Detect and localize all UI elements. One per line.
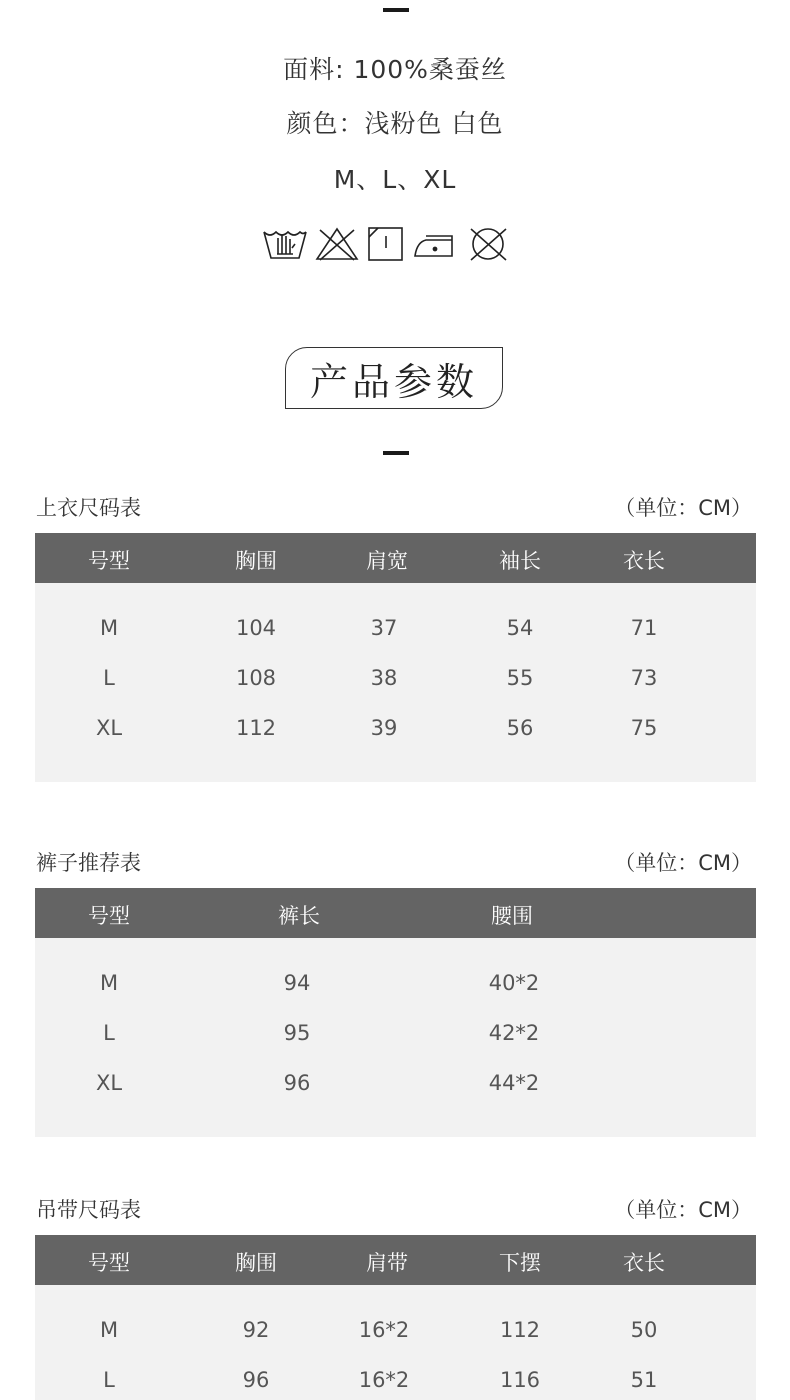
care-icons <box>262 226 512 262</box>
table-cell: 95 <box>283 1021 311 1045</box>
header-cell: 号型 <box>88 1251 130 1275</box>
table-cell: 73 <box>630 666 658 690</box>
tops-table-title: 上衣尺码表 <box>36 496 141 520</box>
pants-size-table <box>35 888 756 1137</box>
table-cell: 92 <box>242 1318 270 1342</box>
table-cell: 75 <box>630 716 658 740</box>
section-title: 产品参数 <box>285 347 503 409</box>
table-cell: 44*2 <box>488 1071 540 1095</box>
table-cell: 116 <box>499 1368 541 1392</box>
table-cell: 51 <box>630 1368 658 1392</box>
header-cell: 号型 <box>88 549 130 573</box>
iron-low-icon <box>412 226 460 262</box>
table-cell: M <box>99 971 119 995</box>
header-cell: 衣长 <box>623 549 665 573</box>
table-cell: XL <box>95 716 123 740</box>
header-cell: 袖长 <box>499 549 541 573</box>
table-cell: 94 <box>283 971 311 995</box>
table-cell: M <box>99 1318 119 1342</box>
table-cell: 54 <box>506 616 534 640</box>
no-bleach-icon <box>314 226 360 262</box>
section-divider <box>383 451 409 455</box>
size-info: M、L、XL <box>333 165 457 194</box>
table-header <box>35 533 756 583</box>
pants-table-title: 裤子推荐表 <box>36 851 141 875</box>
table-cell: 56 <box>506 716 534 740</box>
table-cell: XL <box>95 1071 123 1095</box>
table-cell: 55 <box>506 666 534 690</box>
table-cell: 16*2 <box>358 1368 410 1392</box>
fabric-info: 面料: 100%桑蚕丝 <box>283 55 507 84</box>
tops-size-table <box>35 533 756 782</box>
line-dry-icon <box>366 226 406 262</box>
table-cell: 112 <box>235 716 277 740</box>
table-cell: L <box>103 666 115 690</box>
table-cell: 40*2 <box>488 971 540 995</box>
header-cell: 胸围 <box>235 549 277 573</box>
table-cell: 38 <box>370 666 398 690</box>
tops-table-unit: （单位：CM） <box>614 496 752 520</box>
pants-table-unit: （单位：CM） <box>614 851 752 875</box>
table-cell: 42*2 <box>488 1021 540 1045</box>
no-tumble-dry-icon <box>466 226 512 262</box>
table-cell: 96 <box>242 1368 270 1392</box>
table-header <box>35 1235 756 1285</box>
table-body <box>35 1285 756 1400</box>
hand-wash-icon <box>262 226 308 262</box>
header-cell: 衣长 <box>623 1251 665 1275</box>
color-info: 颜色：浅粉色 白色 <box>286 109 504 138</box>
table-cell: 104 <box>235 616 277 640</box>
table-cell: 37 <box>370 616 398 640</box>
header-cell: 号型 <box>88 904 130 928</box>
header-cell: 裤长 <box>278 904 320 928</box>
table-header <box>35 888 756 938</box>
table-body <box>35 938 756 1137</box>
header-cell: 胸围 <box>235 1251 277 1275</box>
table-cell: 71 <box>630 616 658 640</box>
table-cell: L <box>103 1368 115 1392</box>
table-cell: M <box>99 616 119 640</box>
camisole-size-table <box>35 1235 756 1400</box>
table-cell: 96 <box>283 1071 311 1095</box>
top-divider <box>383 8 409 12</box>
camisole-table-unit: （单位：CM） <box>614 1198 752 1222</box>
table-cell: 112 <box>499 1318 541 1342</box>
table-cell: 108 <box>235 666 277 690</box>
table-cell: L <box>103 1021 115 1045</box>
table-body <box>35 583 756 782</box>
camisole-table-title: 吊带尺码表 <box>36 1198 141 1222</box>
header-cell: 肩宽 <box>366 549 408 573</box>
header-cell: 肩带 <box>366 1251 408 1275</box>
table-cell: 16*2 <box>358 1318 410 1342</box>
table-cell: 39 <box>370 716 398 740</box>
table-cell: 50 <box>630 1318 658 1342</box>
header-cell: 腰围 <box>491 904 533 928</box>
header-cell: 下摆 <box>499 1251 541 1275</box>
